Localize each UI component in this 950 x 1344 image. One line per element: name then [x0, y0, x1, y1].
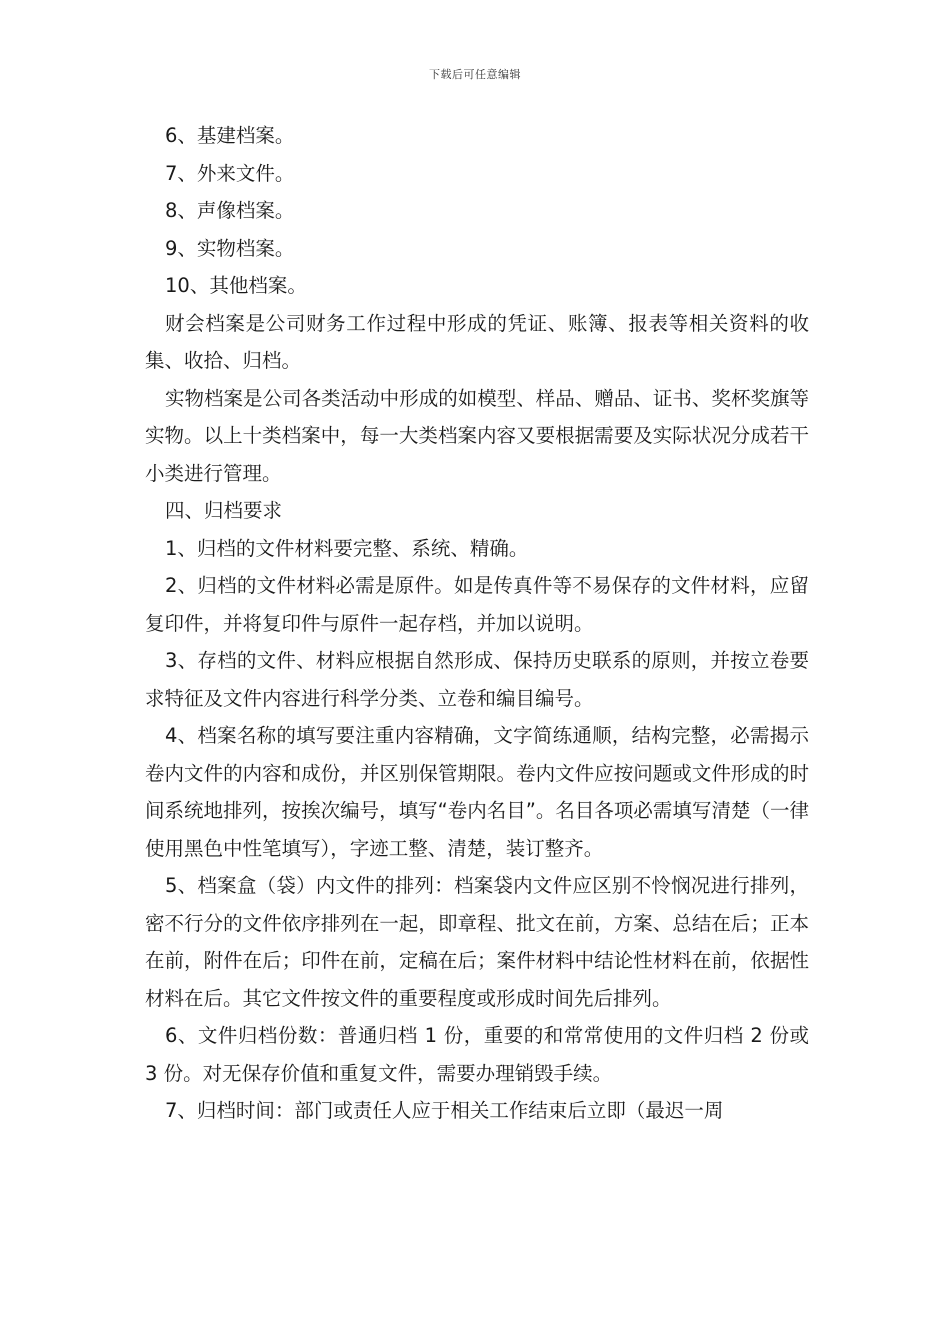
requirement-6: 6、文件归档份数：普通归档 1 份，重要的和常常使用的文件归档 2 份或 3 份。对无保存价值和重复文件，需要办理销毁手续。 [145, 1024, 809, 1085]
paragraph-item-8: 8、声像档案。 [165, 199, 295, 222]
requirement-7: 7、归档时间：部门或责任人应于相关工作结束后立即（最迟一周 [165, 1099, 724, 1122]
paragraph-item-10: 10、其他档案。 [165, 274, 307, 297]
paragraph-item-6: 6、基建档案。 [165, 124, 295, 147]
paragraph-physical-archives: 实物档案是公司各类活动中形成的如模型、样品、赠品、证书、奖杯奖旗等实物。以上十类档案中，每一大类档案内容又要根据需要及实际状况分成若干小类进行管理。 [145, 386, 809, 485]
paragraph-item-9: 9、实物档案。 [165, 236, 295, 260]
requirement-2: 2、归档的文件材料必需是原件。如是传真件等不易保存的文件材料，应留复印件，并将复印件与原件一起存档，并加以说明。 [145, 574, 809, 635]
paragraph-finance-archives: 财会档案是公司财务工作过程中形成的凭证、账簿、报表等相关资料的收集、收拾、归档。 [145, 311, 809, 372]
paragraph-item-7: 7、外来文件。 [165, 161, 295, 185]
requirement-1: 1、归档的文件材料要完整、系统、精确。 [165, 536, 529, 560]
requirement-5: 5、档案盒（袋）内文件的排列：档案袋内文件应区别不怜悯况进行排列，密不行分的文件依序排列在一起，即章程、批文在前，方案、总结在后；正本在前，附件在后；印件在前，定稿在后；案件材料中结论性材料在前，依据性材料在后。其它文件按文件的重要程度或形成时间先后排列。 [145, 874, 809, 1010]
section-heading-filing-requirements: 四、归档要求 [165, 499, 283, 522]
requirement-4: 4、档案名称的填写要注重内容精确，文字简练通顺，结构完整，必需揭示卷内文件的内容和成份，并区别保管期限。卷内文件应按问题或文件形成的时间系统地排列，按挨次编号，填写“卷内名目”。名目各项必需填写清楚（一律使用黑色中性笔填写），字迹工整、清楚，装订整齐。 [145, 724, 809, 860]
requirement-3: 3、存档的文件、材料应根据自然形成、保持历史联系的原则，并按立卷要求特征及文件内容进行科学分类、立卷和编目编号。 [145, 649, 809, 710]
document-body [145, 117, 809, 1130]
header-note: 下载后可任意编辑 [429, 68, 521, 81]
